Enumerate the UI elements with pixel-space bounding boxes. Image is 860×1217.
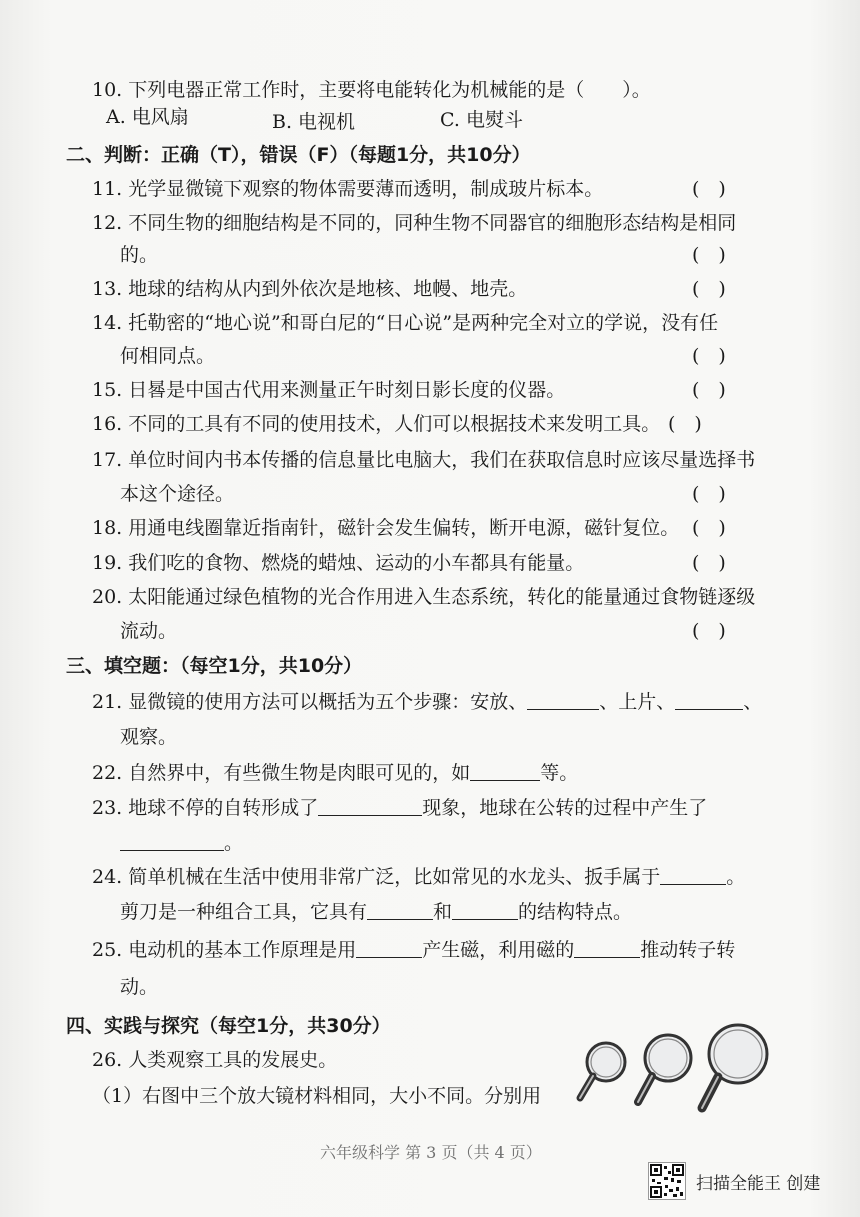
fill-blank-23-2[interactable] — [120, 832, 224, 851]
option-a: A. 电风扇 — [106, 106, 189, 128]
question-21-text-a: 21. 显微镜的使用方法可以概括为五个步骤：安放、 — [92, 691, 528, 713]
question-26: 26. 人类观察工具的发展史。 — [92, 1049, 338, 1071]
question-19: 19. 我们吃的食物、燃烧的蜡烛、运动的小车都具有能量。 — [92, 552, 585, 574]
fill-blank-22[interactable] — [470, 762, 540, 781]
fill-blank-21-1[interactable] — [527, 691, 599, 710]
question-23-cont — [120, 830, 243, 856]
fill-blank-25-1[interactable] — [356, 939, 422, 958]
question-23-text-b: 现象，地球在公转的过程中产生了 — [422, 797, 708, 819]
question-24-text-e: 的结构特点。 — [518, 901, 633, 923]
question-20-cont: 流动。 — [120, 620, 178, 642]
fill-blank-24-2[interactable] — [367, 901, 433, 920]
question-25-text-c: 推动转子转 — [640, 939, 736, 961]
question-22 — [92, 760, 578, 786]
fill-blank-23-1[interactable] — [318, 797, 422, 816]
question-25 — [92, 937, 735, 963]
section-4-title: 四、实践与探究（每空1分，共30分） — [66, 1015, 391, 1037]
answer-paren-15: ( ) — [692, 379, 726, 401]
option-b: B. 电视机 — [272, 111, 356, 133]
question-17-cont: 本这个途径。 — [120, 483, 235, 505]
answer-paren-14: ( ) — [692, 345, 726, 367]
fill-blank-24-3[interactable] — [452, 901, 518, 920]
answer-paren-20: ( ) — [692, 620, 726, 642]
fill-blank-21-2[interactable] — [675, 691, 743, 710]
option-c: C. 电熨斗 — [440, 109, 523, 131]
question-23-text-c: 。 — [224, 832, 244, 854]
question-23 — [92, 795, 707, 821]
question-25-cont: 动。 — [120, 976, 159, 998]
question-12: 12. 不同生物的细胞结构是不同的，同种生物不同器官的细胞形态结构是相同 — [92, 212, 737, 234]
question-24 — [92, 864, 745, 890]
answer-paren-19: ( ) — [692, 552, 726, 574]
question-24-text-c: 剪刀是一种组合工具，它具有 — [120, 901, 368, 923]
question-21-text-c: 、 — [743, 691, 763, 713]
question-23-text-a: 23. 地球不停的自转形成了 — [92, 797, 319, 819]
qr-code-icon — [648, 1162, 686, 1200]
question-15: 15. 日晷是中国古代用来测量正午时刻日影长度的仪器。 — [92, 379, 566, 401]
magnifying-glass-icon — [692, 1020, 776, 1116]
scanner-label: 扫描全能王 创建 — [696, 1173, 821, 1194]
fill-blank-24-1[interactable] — [660, 866, 726, 885]
question-26-1: （1）右图中三个放大镜材料相同，大小不同。分别用 — [92, 1085, 542, 1107]
magnifying-glass-icon — [630, 1030, 700, 1110]
section-2-title: 二、判断：正确（T），错误（F）（每题1分，共10分） — [66, 144, 531, 166]
question-13: 13. 地球的结构从内到外依次是地核、地幔、地壳。 — [92, 278, 528, 300]
question-24-text-b: 。 — [726, 866, 746, 888]
question-24-text-a: 24. 简单机械在生活中使用非常广泛，比如常见的水龙头、扳手属于 — [92, 866, 661, 888]
question-14-cont: 何相同点。 — [120, 345, 216, 367]
question-17: 17. 单位时间内书本传播的信息量比电脑大，我们在获取信息时应该尽量选择书 — [92, 449, 756, 471]
question-22-text-b: 等。 — [540, 762, 579, 784]
answer-paren-13: ( ) — [692, 278, 726, 300]
scanner-watermark — [648, 1162, 820, 1200]
magnifying-glass-icon — [574, 1038, 634, 1108]
question-12-cont: 的。 — [120, 244, 159, 266]
question-21-cont: 观察。 — [120, 726, 178, 748]
question-14: 14. 托勒密的“地心说”和哥白尼的“日心说”是两种完全对立的学说，没有任 — [92, 312, 719, 334]
question-11: 11. 光学显微镜下观察的物体需要薄而透明，制成玻片标本。 — [92, 178, 604, 200]
question-25-text-a: 25. 电动机的基本工作原理是用 — [92, 939, 357, 961]
question-22-text-a: 22. 自然界中，有些微生物是肉眼可见的，如 — [92, 762, 471, 784]
fill-blank-25-2[interactable] — [574, 939, 640, 958]
answer-paren-17: ( ) — [692, 483, 726, 505]
question-24-cont — [120, 899, 632, 925]
answer-paren-16: ( ) — [668, 413, 702, 435]
question-25-text-b: 产生磁，利用磁的 — [422, 939, 575, 961]
question-24-text-d: 和 — [433, 901, 453, 923]
page-footer: 六年级科学 第 3 页（共 4 页） — [320, 1143, 542, 1162]
answer-paren-11: ( ) — [692, 178, 726, 200]
question-10: 10. 下列电器正常工作时，主要将电能转化为机械能的是（ ）。 — [92, 79, 651, 101]
question-16: 16. 不同的工具有不同的使用技术，人们可以根据技术来发明工具。 — [92, 413, 661, 435]
answer-paren-12: ( ) — [692, 244, 726, 266]
question-21-text-b: 、上片、 — [599, 691, 676, 713]
answer-paren-18: ( ) — [692, 517, 726, 539]
question-21 — [92, 689, 762, 715]
section-3-title: 三、填空题：（每空1分，共10分） — [66, 655, 363, 677]
question-20: 20. 太阳能通过绿色植物的光合作用进入生态系统，转化的能量通过食物链逐级 — [92, 586, 756, 608]
question-18: 18. 用通电线圈靠近指南针，磁针会发生偏转，断开电源，磁针复位。 — [92, 517, 680, 539]
